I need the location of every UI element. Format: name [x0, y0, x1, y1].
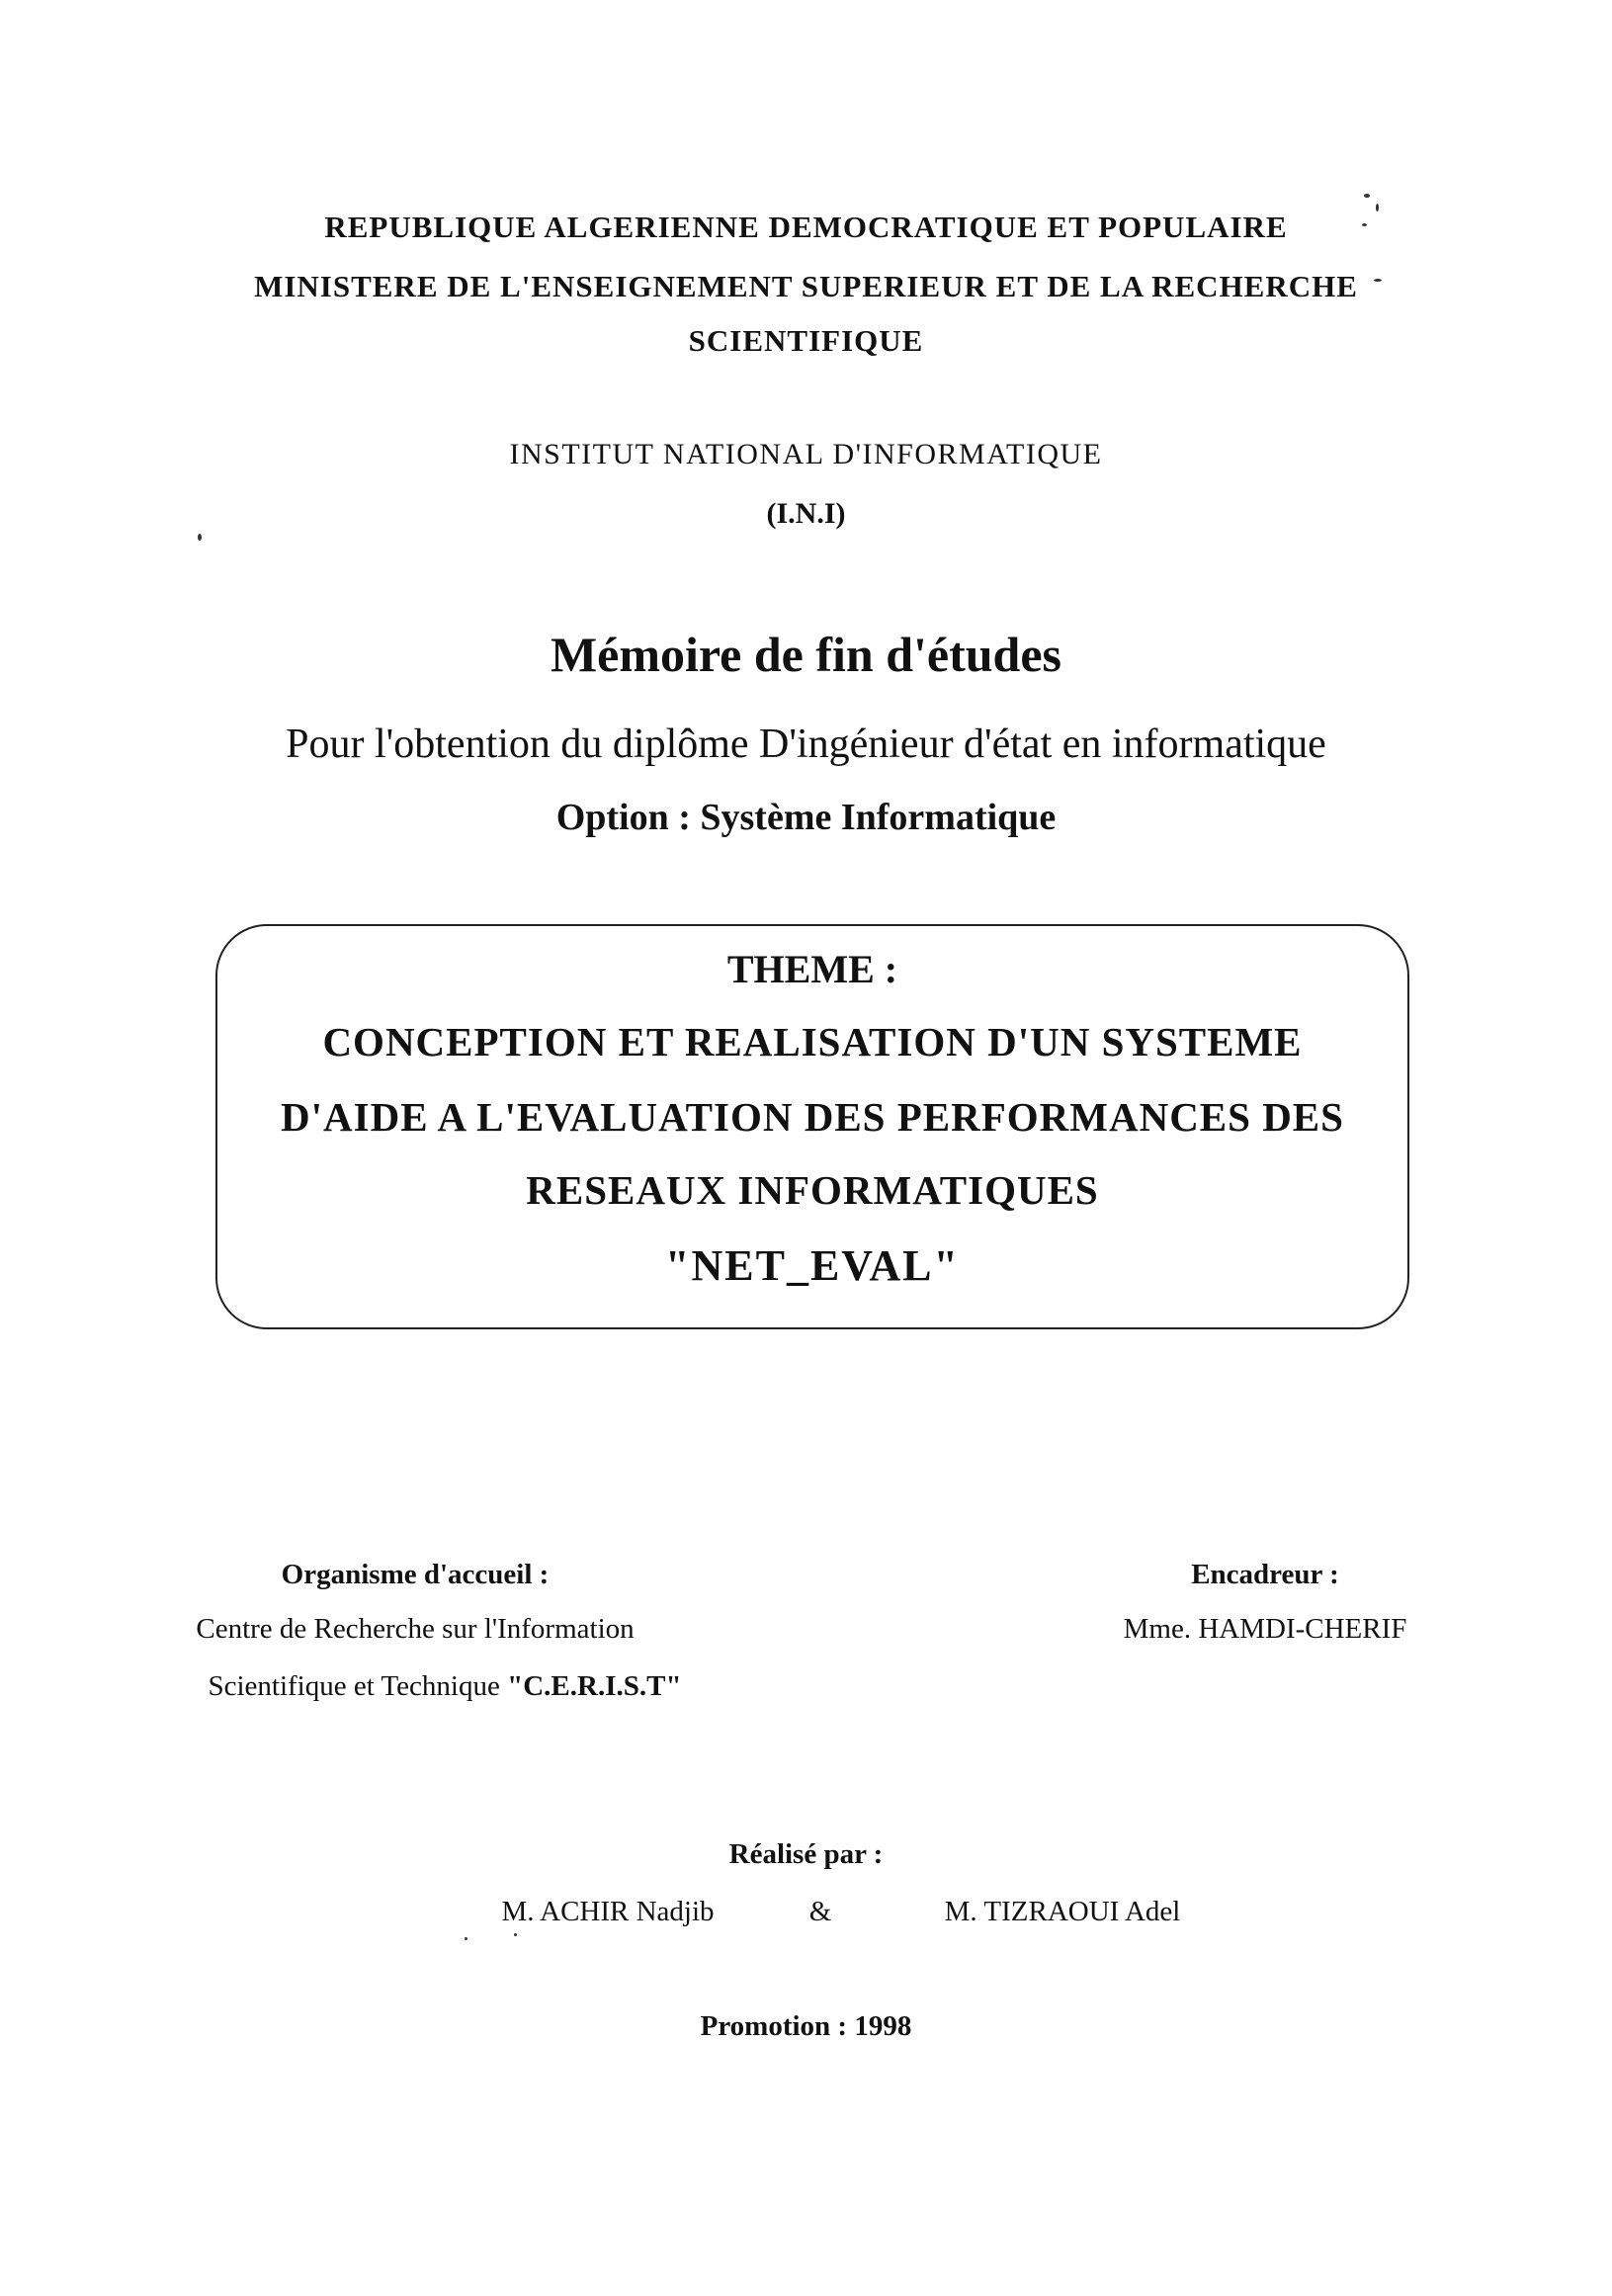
scan-speck	[198, 534, 202, 541]
institute-abbreviation: (I.N.I)	[766, 497, 846, 530]
host-organization-acronym: "C.E.R.I.S.T"	[507, 1670, 682, 1702]
institute-name: INSTITUT NATIONAL D'INFORMATIQUE	[509, 438, 1103, 470]
ministry-heading-line2: SCIENTIFIQUE	[688, 323, 924, 358]
scan-speck	[1364, 194, 1370, 198]
supervisor-label: Encadreur :	[1191, 1559, 1339, 1590]
host-organization-line2-text: Scientifique et Technique	[208, 1670, 508, 1702]
scan-speck	[1362, 223, 1367, 226]
supervisor-name: Mme. HAMDI-CHERIF	[1123, 1613, 1407, 1645]
scan-speck	[1376, 204, 1379, 212]
theme-line-2: D'AIDE A L'EVALUATION DES PERFORMANCES DES	[281, 1094, 1344, 1140]
promotion-year: Promotion : 1998	[700, 2010, 912, 2042]
theme-label: THEME :	[726, 947, 898, 991]
document-title: Mémoire de fin d'études	[550, 627, 1062, 682]
scan-speck	[465, 1937, 467, 1940]
republic-heading: REPUBLIQUE ALGERIENNE DEMOCRATIQUE ET POPULAIRE	[324, 210, 1288, 244]
author-1: M. ACHIR Nadjib	[501, 1896, 715, 1927]
host-organization-line2	[148, 1670, 741, 1703]
theme-line-3: RESEAUX INFORMATIQUES	[526, 1167, 1099, 1213]
scan-speck	[1374, 279, 1382, 282]
authors-label: Réalisé par :	[728, 1838, 884, 1870]
scan-speck	[514, 1933, 517, 1936]
author-2: M. TIZRAOUI Adel	[944, 1896, 1181, 1927]
option-line: Option : Système Informatique	[555, 797, 1057, 838]
host-organization-line1: Centre de Recherche sur l'Information	[196, 1613, 635, 1645]
project-code-name: "NET_EVAL"	[665, 1241, 960, 1290]
degree-purpose: Pour l'obtention du diplôme D'ingénieur d'état en informatique	[286, 722, 1326, 767]
theme-line-1: CONCEPTION ET REALISATION D'UN SYSTEME	[322, 1019, 1303, 1064]
ministry-heading-line1: MINISTERE DE L'ENSEIGNEMENT SUPERIEUR ET DE LA RECHERCHE	[254, 269, 1358, 303]
authors-separator: &	[808, 1896, 832, 1927]
host-organization-label: Organisme d'accueil :	[281, 1559, 550, 1590]
